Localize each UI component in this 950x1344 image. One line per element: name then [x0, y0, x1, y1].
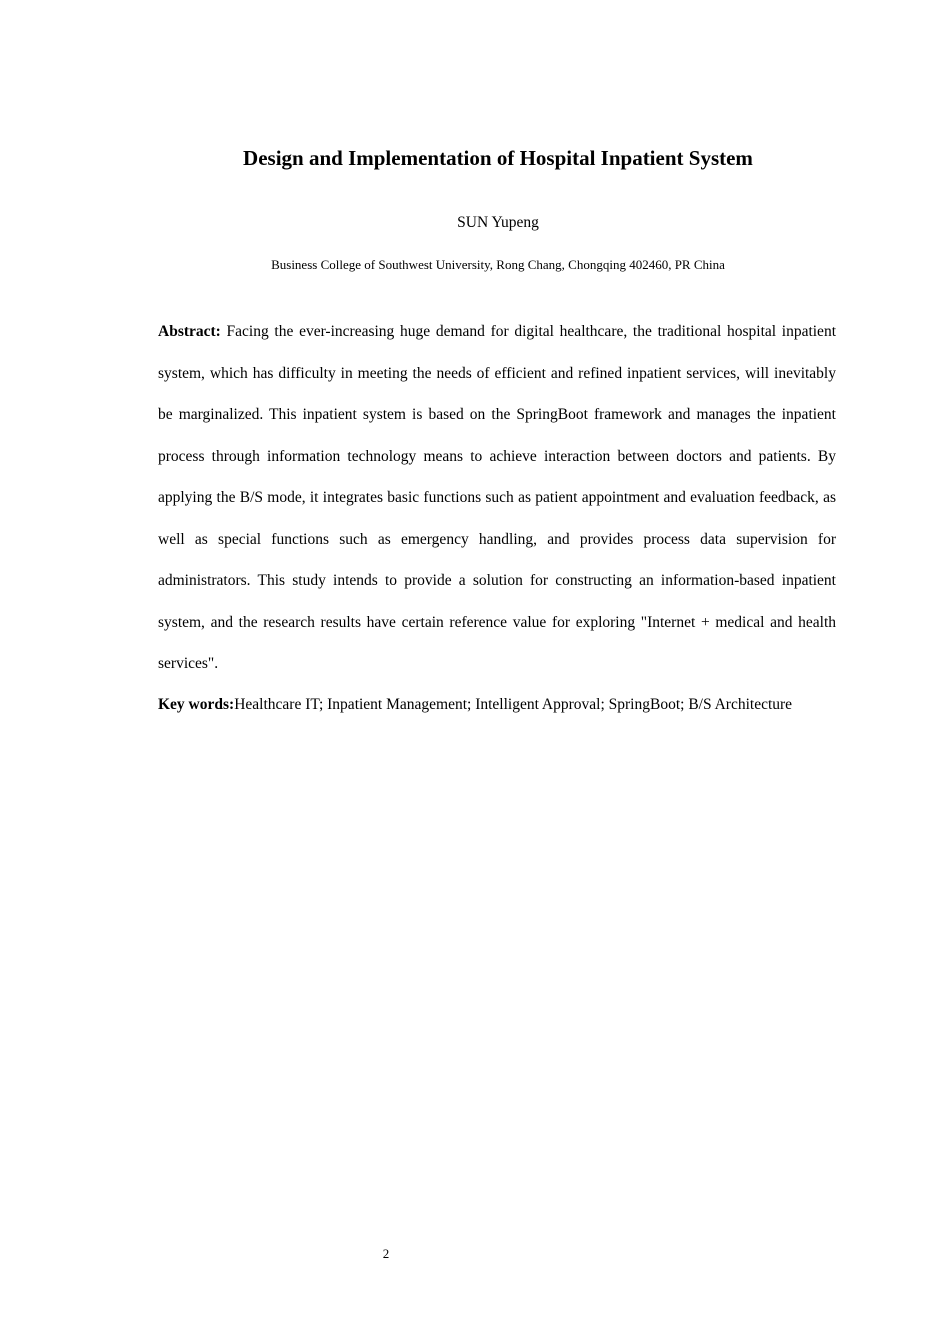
abstract-text: Facing the ever-increasing huge demand for digital healthcare, the traditional hospital inpatient system, which has difficulty in meeting the needs of efficient and refined inpatient services, will inevitably be marginalized. This inpatient system is based on the SpringBoot framework and manages the inpatient process through information technology means to achieve interaction between doctors and patients. By applying the B/S mode, it integrates basic functions such as patient appointment and evaluation feedback, as well as special functions such as emergency handling, and provides process data supervision for administrators. This study intends to provide a solution for constructing an information-based inpatient system, and the research results have certain reference value for exploring "Internet + medical and health services".	[158, 323, 836, 672]
author-affiliation: Business College of Southwest University, Rong Chang, Chongqing 402460, PR China	[271, 257, 725, 272]
keywords-label: Key words:	[158, 696, 235, 713]
keywords-paragraph	[158, 684, 836, 726]
page-number: 2	[382, 1246, 390, 1261]
abstract-label: Abstract:	[158, 323, 221, 340]
abstract-paragraph	[158, 311, 836, 685]
author-name: SUN Yupeng	[457, 214, 539, 231]
keywords-text: Healthcare IT; Inpatient Management; Intelligent Approval; SpringBoot; B/S Architecture	[234, 696, 793, 713]
paper-title: Design and Implementation of Hospital Inpatient System	[243, 146, 753, 170]
